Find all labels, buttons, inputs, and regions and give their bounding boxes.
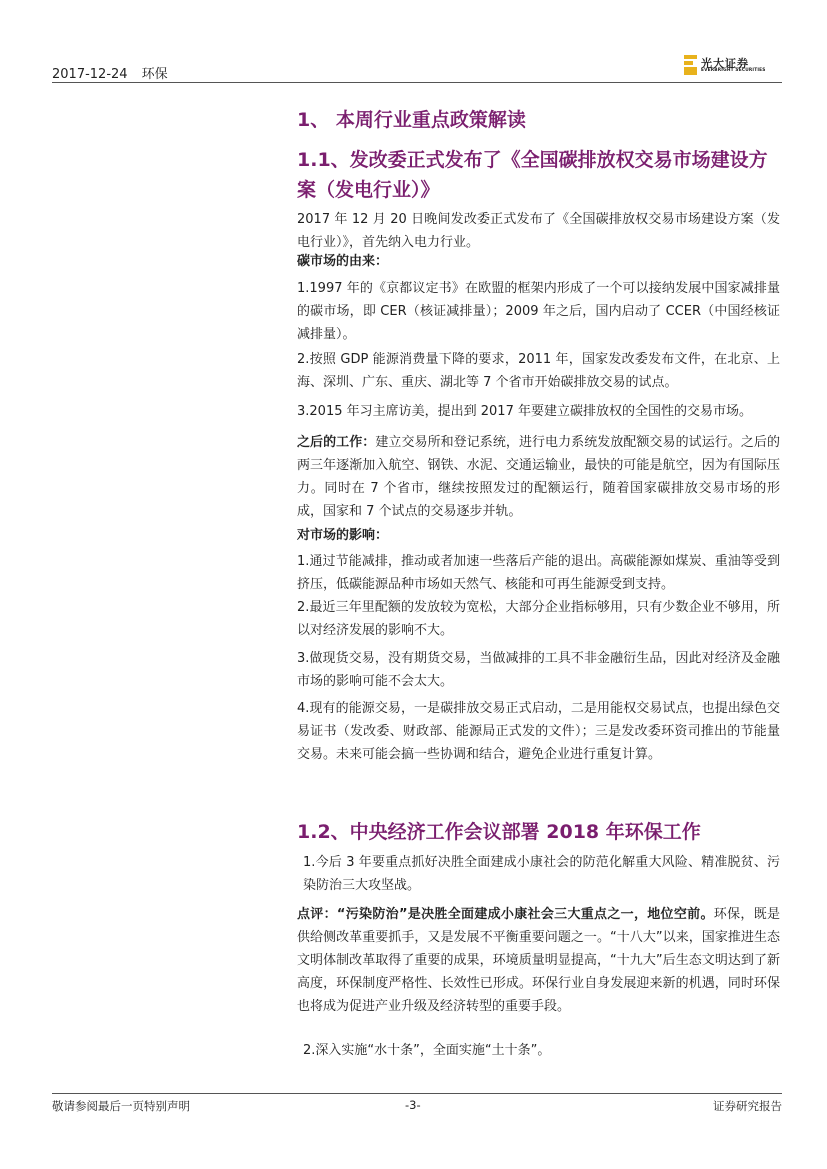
section-1-1-heading: 1.1、发改委正式发布了《全国碳排放权交易市场建设方案（发电行业）》 — [297, 149, 768, 201]
origin-label: 碳市场的由来： — [297, 254, 389, 269]
comment-label: 点评：“污染防治”是决胜全面建成小康社会三大重点之一，地位空前。 — [297, 907, 714, 922]
report-sector: 环保 — [141, 67, 168, 82]
header-divider — [52, 82, 782, 83]
logo-text-cn: 光大证券 — [701, 57, 749, 70]
comment-text: 环保，既是供给侧改革重要抓手，又是发展不平衡重要问题之一。“十八大”以来，国家推进生态文明体制改革取得了重要的成果，环境质量明显提高，“十九大”后生态文明达到了新高度，环保制度严格性、长效性已形成。环保行业自身发展迎来新的机遇，同时环保也将成为促进产业升级及经济转型的重要手段。 — [297, 907, 780, 1014]
logo-text-en: EVERBRIGHT SECURITIES — [701, 68, 766, 73]
impact-label: 对市场的影响： — [297, 528, 389, 543]
intro-paragraph: 2017 年 12 月 20 日晚间发改委正式发布了《全国碳排放权交易市场建设方案（发电行业）》，首先纳入电力行业。 — [297, 212, 780, 250]
economic-item-2: 2.深入实施“水十条”，全面实施“土十条”。 — [303, 1043, 551, 1058]
impact-item-2: 2.最近三年里配额的发放较为宽松，大部分企业指标够用，只有少数企业不够用，所以对经济发展的影响不大。 — [297, 600, 780, 638]
next-steps-label: 之后的工作： — [297, 435, 376, 450]
page-number: -3- — [405, 1098, 421, 1112]
origin-item-2: 2.按照 GDP 能源消费量下降的要求，2011 年，国家发改委发布文件，在北京、上海、深圳、广东、重庆、湖北等 7 个省市开始碳排放交易的试点。 — [297, 352, 780, 390]
next-steps-text: 建立交易所和登记系统，进行电力系统发放配额交易的试运行。之后的两三年逐渐加入航空、钢铁、水泥、交通运输业，最快的可能是航空，因为有国际压力。同时在 7 个省市，继续按照发过的配额运行，随着国家碳排放交易市场的形成，国家和 7 个试点的交易逐步并轨。 — [297, 435, 780, 519]
footer-report-type: 证券研究报告 — [713, 1099, 782, 1113]
impact-item-3: 3.做现货交易，没有期货交易，当做减排的工具不非金融衍生品，因此对经济及金融市场的影响可能不会太大。 — [297, 651, 780, 689]
impact-item-1: 1.通过节能减排，推动或者加速一些落后产能的退出。高碳能源如煤炭、重油等受到挤压，低碳能源品种市场如天然气、核能和可再生能源受到支持。 — [297, 554, 780, 592]
origin-item-1: 1.1997 年的《京都议定书》在欧盟的框架内形成了一个可以接纳发展中国家减排量的碳市场，即 CER（核证减排量）；2009 年之后，国内启动了 CCER（中国经核证减排量）。 — [297, 281, 780, 342]
report-date-line — [52, 63, 168, 82]
logo-mark-icon — [684, 55, 697, 75]
report-date: 2017-12-24 — [52, 67, 128, 82]
economic-item-1: 1.今后 3 年要重点抓好决胜全面建成小康社会的防范化解重大风险、精准脱贫、污染防治三大攻坚战。 — [303, 855, 780, 893]
footer-disclaimer: 敬请参阅最后一页特别声明 — [52, 1099, 190, 1113]
footer-divider — [52, 1093, 782, 1094]
comment-paragraph — [297, 903, 780, 1018]
next-steps-paragraph — [297, 431, 780, 523]
section-1-2-heading: 1.2、中央经济工作会议部署 2018 年环保工作 — [297, 821, 701, 843]
origin-item-3: 3.2015 年习主席访美，提出到 2017 年要建立碳排放权的全国性的交易市场。 — [297, 404, 752, 419]
section-1-heading: 1、 本周行业重点政策解读 — [297, 109, 526, 131]
everbright-logo — [684, 55, 784, 77]
impact-item-4: 4.现有的能源交易，一是碳排放交易正式启动，二是用能权交易试点，也提出绿色交易证书（发改委、财政部、能源局正式发的文件）；三是发改委环资司推出的节能量交易。未来可能会搞一些协调和结合，避免企业进行重复计算。 — [297, 701, 780, 762]
